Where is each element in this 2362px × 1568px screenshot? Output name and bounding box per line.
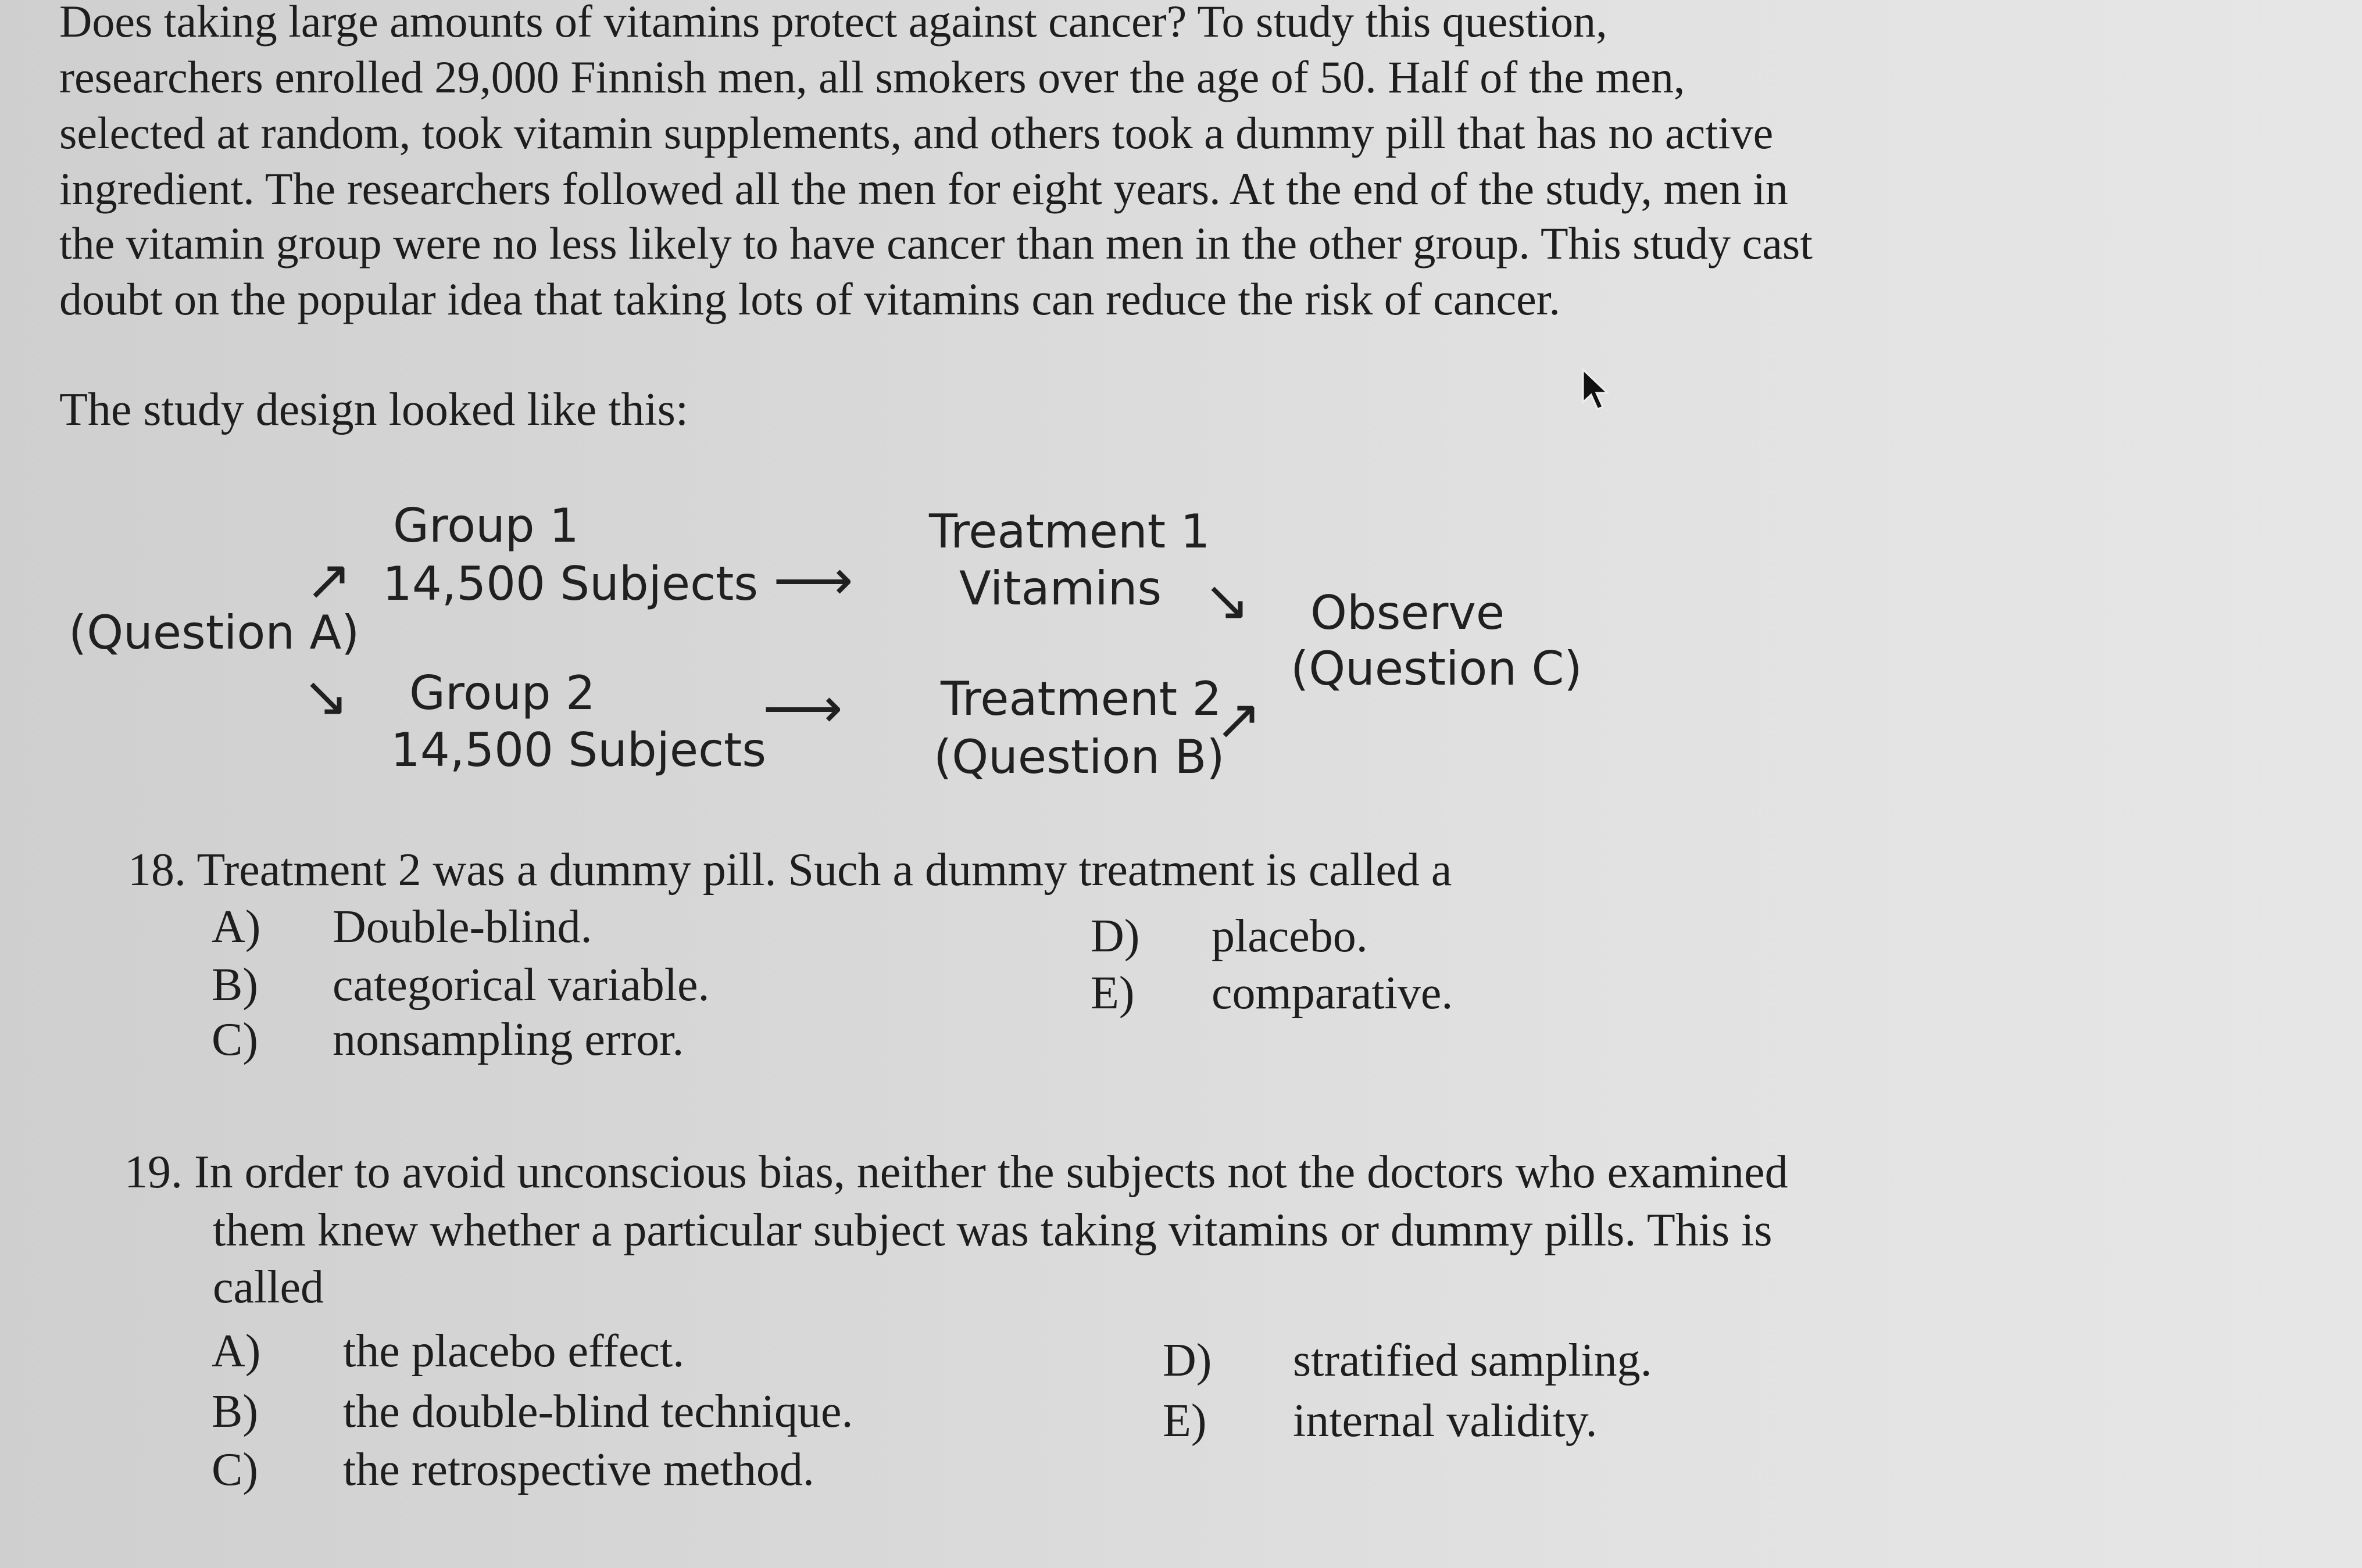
option-letter: B): [212, 1386, 258, 1437]
intro-line: ingredient. The researchers followed all the men for eight years. At the end of the study, men in: [59, 163, 1788, 214]
question-stem: called: [213, 1262, 324, 1313]
option-letter: A): [212, 1326, 261, 1377]
option-text: nonsampling error.: [333, 1014, 684, 1065]
option-letter: D): [1163, 1335, 1212, 1386]
arrow-up-right-icon: ↗: [1215, 687, 1262, 752]
intro-line: selected at random, took vitamin supplements, and others took a dummy pill that has no active: [59, 108, 1774, 158]
mouse-pointer-icon: [1578, 367, 1613, 414]
arrow-right-icon: ⟶: [763, 675, 843, 740]
option-letter: B): [212, 960, 258, 1011]
option-letter: E): [1091, 968, 1135, 1019]
option-letter: D): [1091, 911, 1140, 962]
option-text: internal validity.: [1293, 1395, 1598, 1447]
question-stem: 18. Treatment 2 was a dummy pill. Such a dummy treatment is called a: [128, 844, 1452, 896]
arrow-right-icon: ⟶: [773, 547, 853, 613]
group1-subjects: 14,500 Subjects: [383, 557, 759, 611]
question-a-label: (Question A): [69, 606, 360, 660]
arrow-down-right-icon: ↘: [302, 664, 349, 729]
option-text: the double-blind technique.: [343, 1386, 853, 1437]
intro-line: researchers enrolled 29,000 Finnish men, all smokers over the age of 50. Half of the men,: [59, 52, 1685, 102]
treatment2-desc: (Question B): [934, 730, 1225, 784]
option-text: stratified sampling.: [1293, 1335, 1652, 1386]
question-stem: them knew whether a particular subject was taking vitamins or dummy pills. This is: [213, 1205, 1773, 1256]
intro-line: doubt on the popular idea that taking lots of vitamins can reduce the risk of cancer.: [59, 274, 1560, 324]
question-stem: 19. In order to avoid unconscious bias, neither the subjects not the doctors who examined: [124, 1147, 1788, 1198]
intro-line: the vitamin group were no less likely to have cancer than men in the other group. This study cast: [59, 218, 1813, 269]
option-letter: C): [212, 1014, 258, 1065]
observe-desc: (Question C): [1291, 642, 1582, 696]
arrow-down-right-icon: ↘: [1203, 568, 1250, 633]
treatment1-title: Treatment 1: [929, 504, 1210, 559]
observe-title: Observe: [1310, 586, 1505, 640]
treatment2-title: Treatment 2: [941, 672, 1222, 726]
option-text: Double-blind.: [333, 901, 592, 953]
treatment1-desc: Vitamins: [959, 561, 1162, 615]
group1-title: Group 1: [393, 499, 579, 553]
option-letter: C): [212, 1444, 258, 1495]
arrow-up-right-icon: ↗: [305, 547, 352, 613]
group2-subjects: 14,500 Subjects: [391, 723, 767, 777]
group2-title: Group 2: [409, 666, 595, 720]
option-text: placebo.: [1212, 911, 1368, 962]
design-label: The study design looked like this:: [59, 384, 689, 435]
intro-line: Does taking large amounts of vitamins protect against cancer? To study this question,: [59, 0, 1607, 46]
option-text: categorical variable.: [333, 960, 710, 1011]
option-text: comparative.: [1212, 968, 1453, 1019]
option-text: the placebo effect.: [343, 1326, 685, 1377]
option-letter: A): [212, 901, 261, 953]
option-text: the retrospective method.: [343, 1444, 814, 1495]
option-letter: E): [1163, 1395, 1207, 1447]
